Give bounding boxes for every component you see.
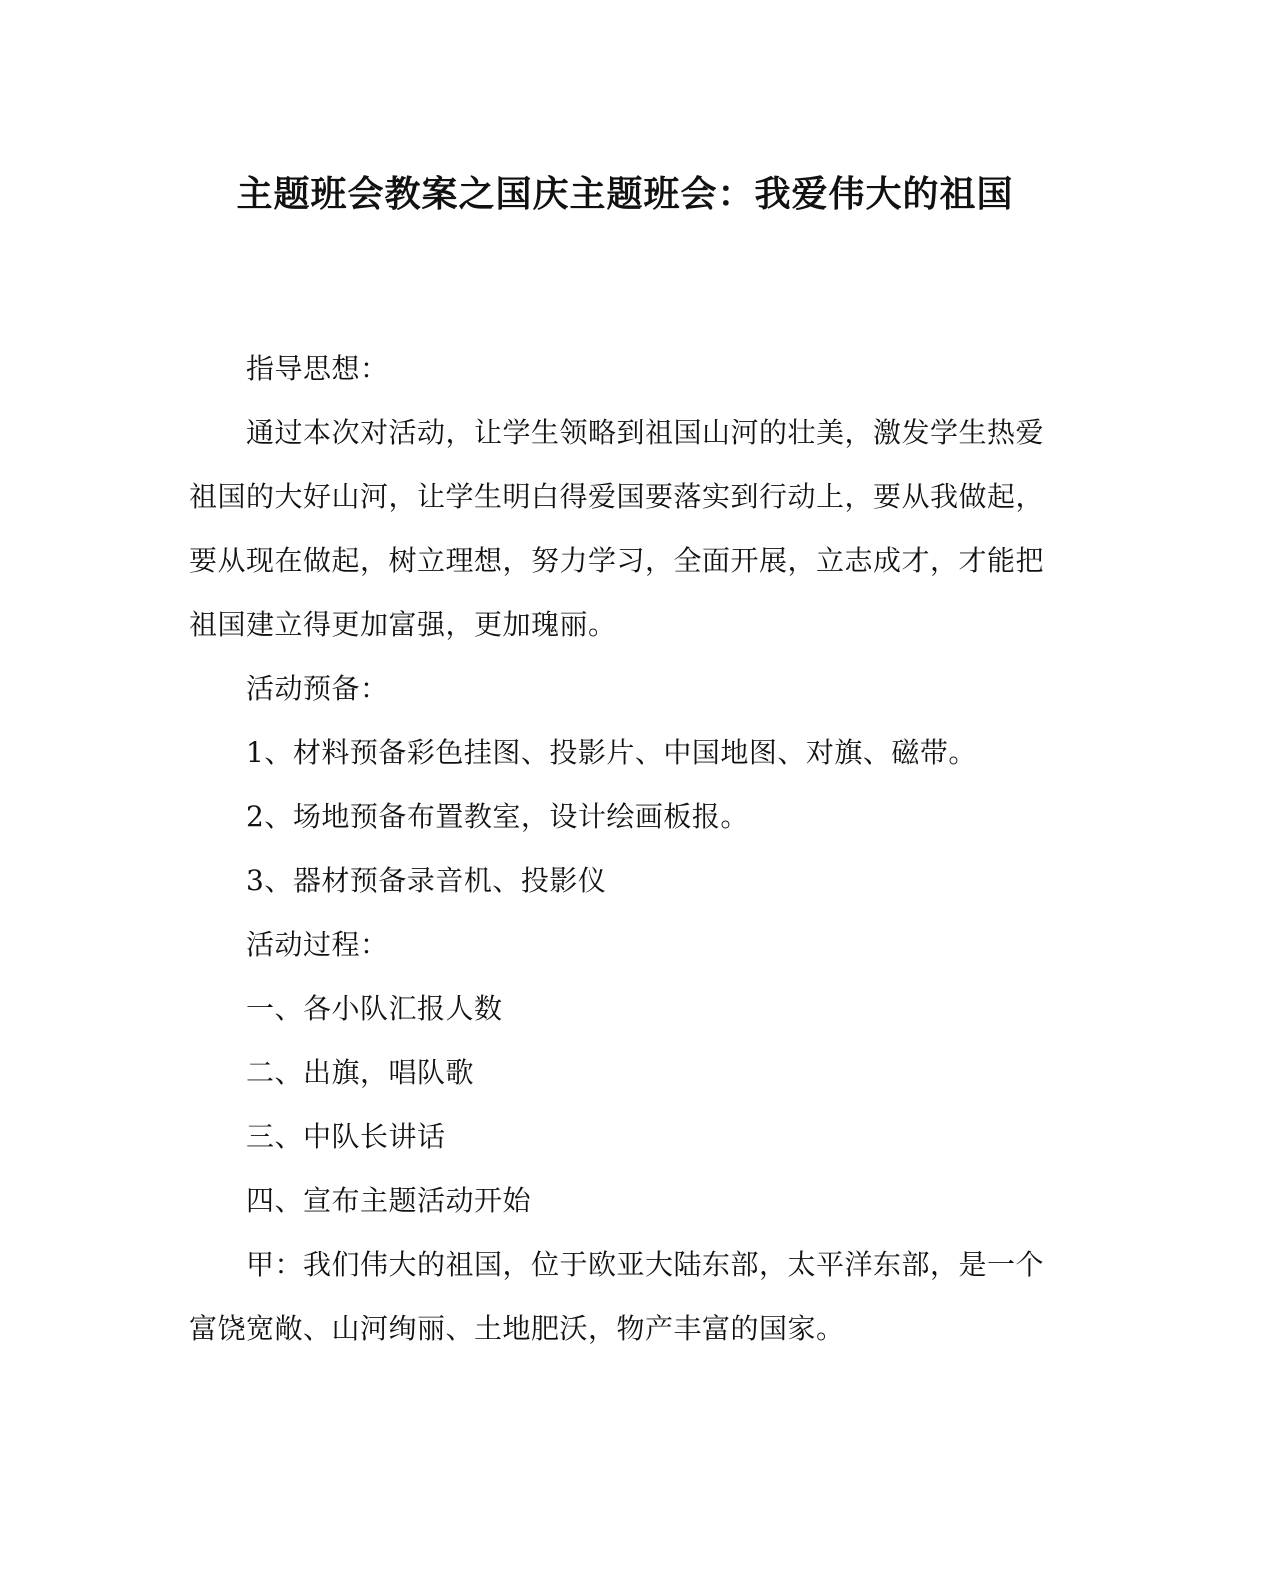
- paragraph-preparation-item-1: 1、材料预备彩色挂图、投影片、中国地图、对旗、磁带。: [246, 736, 977, 769]
- paragraph-process-step-4: 四、宣布主题活动开始: [246, 1184, 532, 1217]
- document-body: [189, 337, 1051, 1361]
- paragraph-preparation-heading: 活动预备：: [246, 672, 389, 705]
- paragraph-preparation-item-3: 3、器材预备录音机、投影仪: [246, 864, 607, 897]
- document-title: 主题班会教案之国庆主题班会：我爱伟大的祖国: [236, 173, 1014, 215]
- paragraph-guiding-thought-heading: 指导思想：: [246, 352, 389, 385]
- paragraph-process-step-2: 二、出旗，唱队歌: [246, 1056, 475, 1089]
- paragraph-process-step-3: 三、中队长讲话: [246, 1120, 446, 1153]
- paragraph-speaker-a: 甲：我们伟大的祖国，位于欧亚大陆东部，太平洋东部，是一个富饶宽敞、山河绚丽、土地肥沃，物产丰富的国家。: [189, 1248, 1045, 1345]
- paragraph-process-step-1: 一、各小队汇报人数: [246, 992, 503, 1025]
- paragraph-preparation-item-2: 2、场地预备布置教室，设计绘画板报。: [246, 800, 749, 833]
- paragraph-process-heading: 活动过程：: [246, 928, 389, 961]
- paragraph-guiding-thought-text: 通过本次对活动，让学生领略到祖国山河的壮美，激发学生热爱祖国的大好山河，让学生明白得爱国要落实到行动上，要从我做起，要从现在做起，树立理想，努力学习，全面开展，立志成才，才能把祖国建立得更加富强，更加瑰丽。: [189, 416, 1045, 641]
